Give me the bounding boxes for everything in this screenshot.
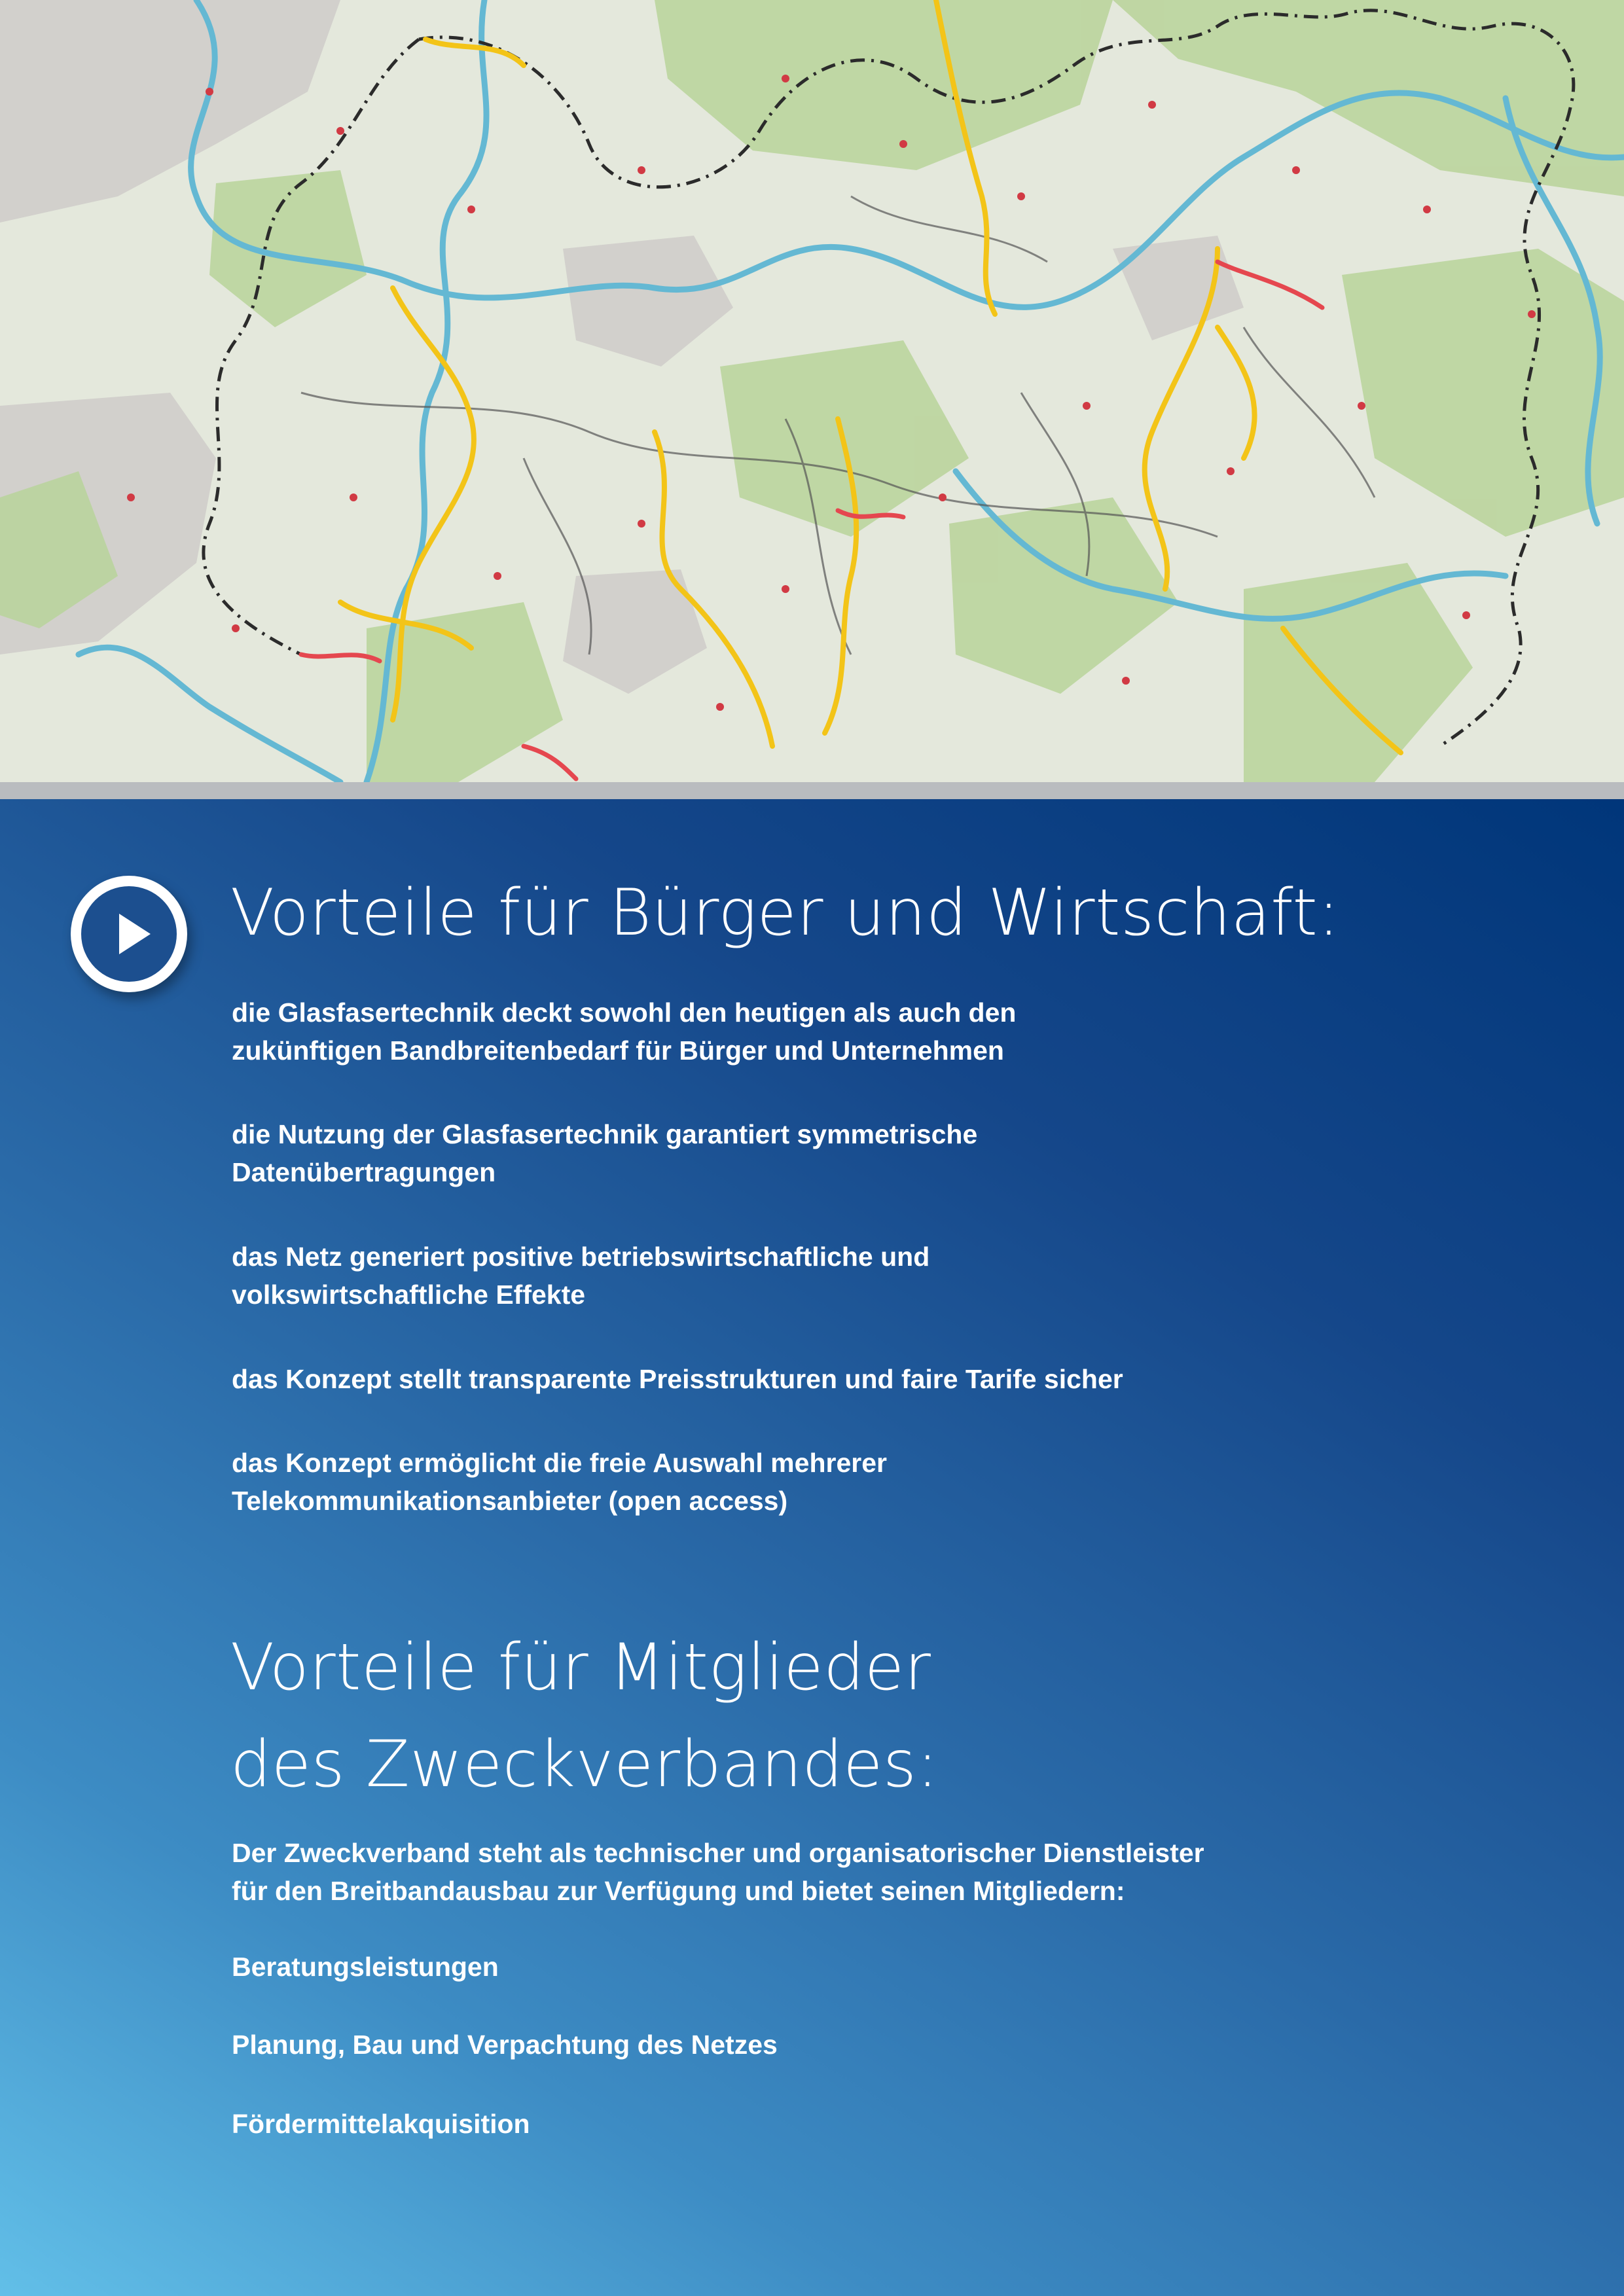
member-service-item bbox=[232, 2105, 1410, 2143]
member-service-item bbox=[232, 1948, 1410, 1986]
benefit-text-line: volkswirtschaftliche Effekte bbox=[232, 1280, 586, 1310]
member-service-text: Fördermittelakquisition bbox=[232, 2109, 530, 2139]
benefit-item bbox=[232, 1360, 1410, 1398]
members-intro-line: Der Zweckverband steht als technischer und organisatorischer Dienstleister bbox=[232, 1838, 1204, 1868]
benefit-item bbox=[232, 994, 1410, 1069]
play-icon[interactable] bbox=[71, 876, 187, 992]
benefit-text-line: die Nutzung der Glasfasertechnik garantiert symmetrische bbox=[232, 1119, 978, 1149]
map-illustration bbox=[0, 0, 1624, 782]
benefit-item bbox=[232, 1444, 1410, 1520]
heading-members bbox=[230, 1619, 939, 1813]
network-map bbox=[0, 0, 1624, 782]
play-triangle-icon bbox=[71, 876, 187, 992]
benefit-item bbox=[232, 1115, 1410, 1191]
benefit-text-line: das Konzept stellt transparente Preisstrukturen und faire Tarife sicher bbox=[232, 1364, 1123, 1394]
heading-citizens-business: Vorteile für Bürger und Wirtschaft: bbox=[230, 876, 1340, 950]
benefit-text-line: Telekommunikationsanbieter (open access) bbox=[232, 1486, 788, 1516]
map-divider bbox=[0, 782, 1624, 799]
benefit-item bbox=[232, 1238, 1410, 1314]
member-service-item bbox=[232, 2026, 1410, 2064]
content-panel bbox=[0, 799, 1624, 2296]
benefit-text-line: zukünftigen Bandbreitenbedarf für Bürger und Unternehmen bbox=[232, 1035, 1004, 1066]
member-service-text: Beratungsleistungen bbox=[232, 1952, 499, 1982]
member-service-text: Planung, Bau und Verpachtung des Netzes bbox=[232, 2030, 778, 2060]
members-intro bbox=[232, 1834, 1410, 1910]
heading-members-line1: Vorteile für Mitglieder bbox=[230, 1630, 931, 1705]
benefit-text-line: die Glasfasertechnik deckt sowohl den heutigen als auch den bbox=[232, 997, 1017, 1028]
members-intro-line: für den Breitbandausbau zur Verfügung und bietet seinen Mitgliedern: bbox=[232, 1876, 1125, 1906]
benefit-text-line: das Netz generiert positive betriebswirtschaftliche und bbox=[232, 1242, 930, 1272]
benefit-text-line: das Konzept ermöglicht die freie Auswahl mehrerer bbox=[232, 1448, 887, 1478]
benefit-text-line: Datenübertragungen bbox=[232, 1157, 496, 1187]
heading-members-line2: des Zweckverbandes: bbox=[230, 1727, 939, 1802]
